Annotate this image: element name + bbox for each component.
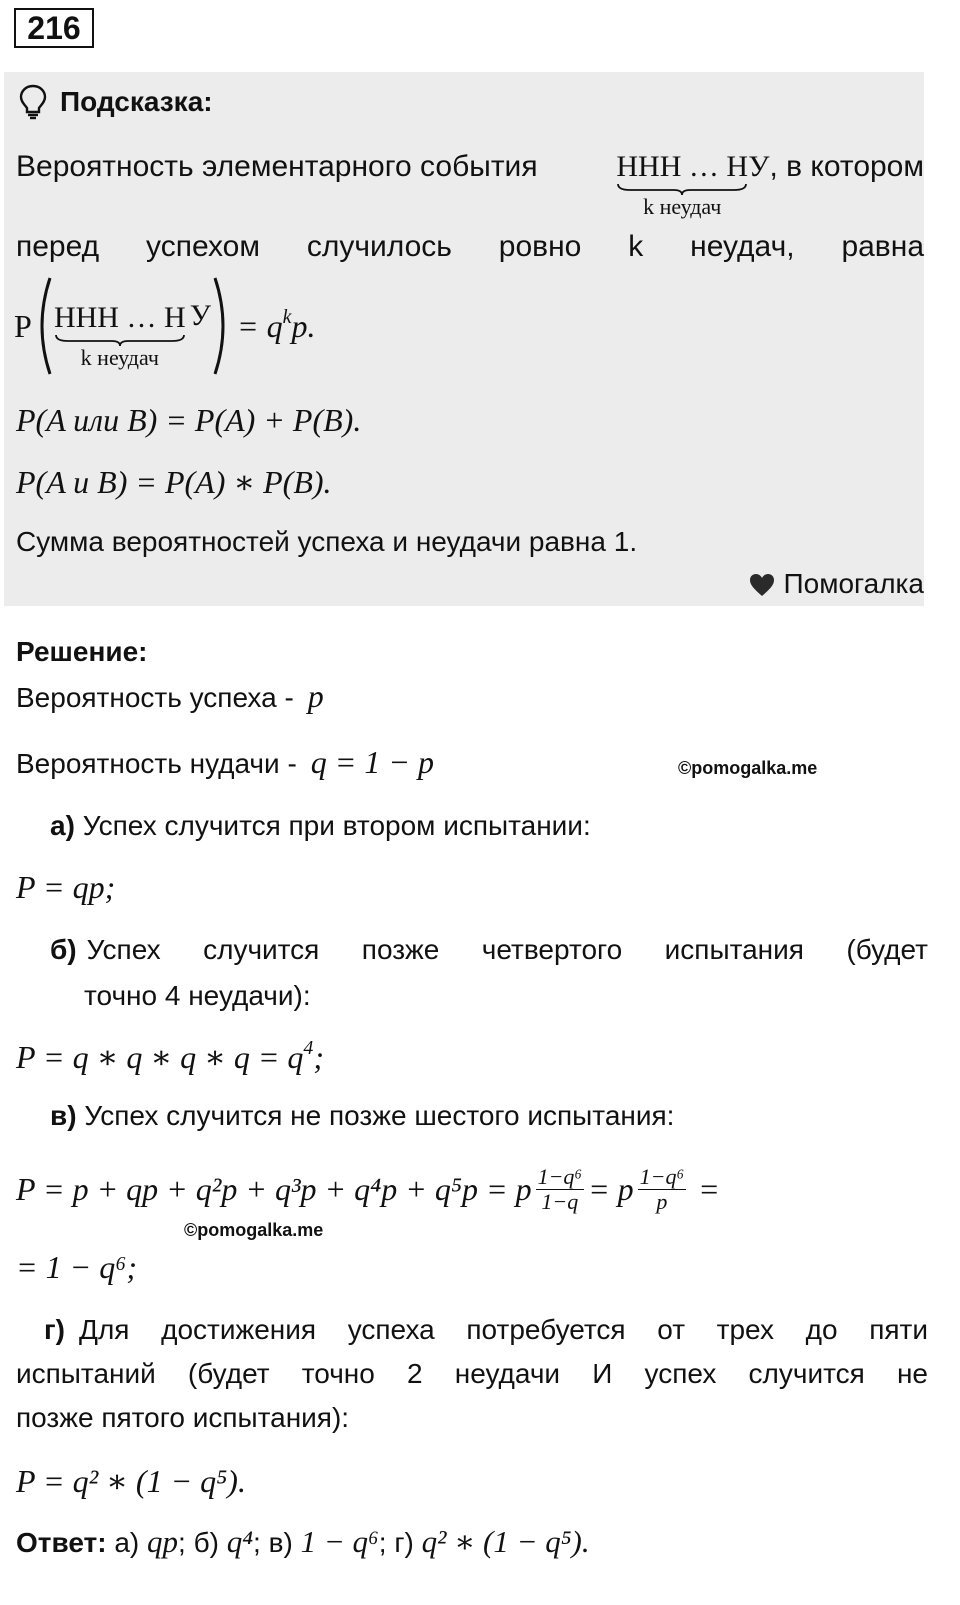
failure-probability: Вероятность нудачи - q = 1 − p bbox=[16, 744, 434, 780]
part-b-line-2: точно 4 неудачи): bbox=[84, 980, 311, 1011]
right-paren bbox=[211, 276, 233, 376]
sum-rule: Сумма вероятностей успеха и неудачи равна 1. bbox=[16, 526, 638, 557]
formula-success: У bbox=[189, 299, 212, 332]
answer: Ответ: а) qp; б) q⁴; в) 1 − q⁶; г) q² ∗ (1 − q⁵). bbox=[16, 1524, 590, 1559]
hint-title: Подсказка: bbox=[60, 86, 213, 117]
brace-label: k неудач bbox=[643, 194, 722, 219]
part-c: в) Успех случится не позже шестого испытания: bbox=[50, 1100, 675, 1131]
formula-p: P bbox=[14, 307, 32, 344]
part-d-line-3: позже пятого испытания): bbox=[16, 1402, 350, 1433]
part-b-formula: P = q ∗ q ∗ q ∗ $q = q^4$; bbox=[16, 1037, 324, 1075]
lightbulb-icon bbox=[18, 84, 50, 120]
fraction-2: $\frac{\text{1−q⁶}}{p}$ bbox=[639, 1163, 685, 1214]
and-rule: P(A и B) = P(A) ∗ P(B). bbox=[16, 464, 332, 500]
hint-line-2: перед успехом случилось ровно k неудач, равна bbox=[16, 230, 924, 263]
watermark-2: ©pomogalka.me bbox=[184, 1220, 324, 1240]
part-c-formula-line-2: = 1 − q⁶; bbox=[16, 1249, 137, 1285]
solution-title: Решение: bbox=[16, 636, 148, 667]
hint-line-1-text: Вероятность элементарного события bbox=[16, 150, 538, 183]
success-probability: Вероятность успеха - p bbox=[16, 678, 324, 714]
part-d: г) Для достижения успеха потребуется от трех до пяти bbox=[44, 1314, 928, 1345]
fraction-1: $\frac{\text{1−q⁶}}{1-q}$ bbox=[537, 1163, 583, 1214]
part-a: а) Успех случится при втором испытании: bbox=[50, 810, 591, 841]
heart-icon bbox=[748, 571, 776, 597]
or-rule: P(A или B) = P(A) + P(B). bbox=[16, 402, 362, 438]
hint-header bbox=[18, 84, 213, 120]
brand-name: Помогалка bbox=[783, 568, 924, 599]
formula-sequence: ННН … Н bbox=[53, 301, 186, 334]
part-c-formula: P = p + qp + q²p + q³p + q⁴p + q⁵p = p $\frac{\text{1−q⁶}}{1-q}$ = p $\frac{\text{1−q⁶}}{p}$ = bbox=[16, 1163, 720, 1214]
problem-number: 216 bbox=[14, 8, 94, 48]
part-d-formula: P = q² ∗ (1 − q⁵). bbox=[16, 1463, 246, 1499]
sequence-text: ННН … Н bbox=[616, 150, 749, 183]
underbrace-group bbox=[616, 148, 748, 218]
watermark-1: ©pomogalka.me bbox=[678, 758, 818, 778]
part-a-formula: P = qp; bbox=[16, 869, 116, 905]
hint-line-1 bbox=[16, 148, 924, 218]
formula-underbrace-group bbox=[54, 299, 186, 369]
brand bbox=[748, 566, 924, 602]
formula-rhs: = $q^kp$. bbox=[237, 305, 316, 344]
hint-line-1-end: , в котором bbox=[769, 150, 924, 183]
formula-brace-label: k неудач bbox=[80, 345, 159, 370]
success-letter: У bbox=[748, 150, 770, 183]
hint-formula bbox=[14, 276, 315, 376]
part-b: б) Успех случится позже четвертого испытания (будет bbox=[50, 934, 928, 965]
left-paren bbox=[32, 276, 54, 376]
part-d-line-2: испытаний (будет точно 2 неудачи И успех случится не bbox=[16, 1358, 928, 1389]
